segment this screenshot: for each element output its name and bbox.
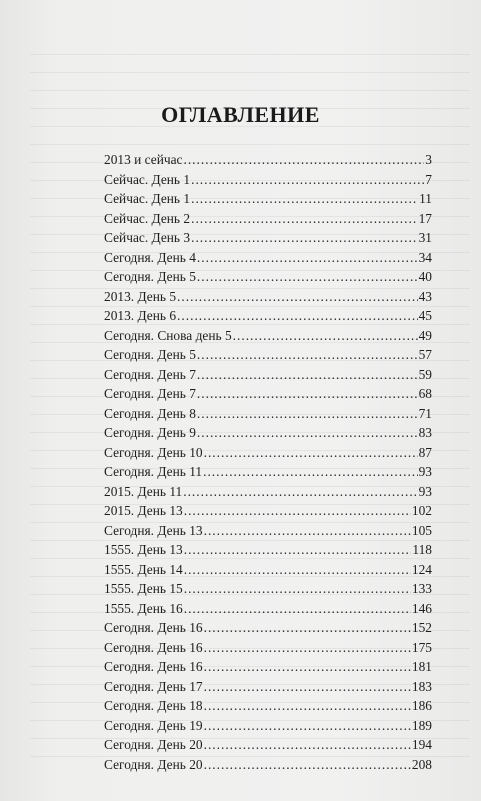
toc-entry-page-number: 87 (418, 444, 432, 460)
toc-entry (104, 659, 432, 679)
toc-dot-leader (191, 230, 418, 246)
toc-entry-title: Сегодня. День 16 (104, 639, 203, 655)
toc-dot-leader (204, 640, 411, 656)
toc-entry-title: Сейчас. День 1 (104, 191, 191, 206)
toc-entry (104, 679, 432, 699)
toc-entry-title: Сегодня. День 5 (104, 347, 196, 362)
toc-entry-title: Сегодня. День 5 (104, 269, 196, 284)
toc-dot-leader (204, 620, 411, 636)
toc-entry-page-number: 45 (418, 308, 432, 323)
toc-entry (104, 289, 432, 309)
toc-entry-page-number: 71 (418, 405, 432, 421)
toc-entry-title: Сегодня. День 8 (104, 405, 196, 421)
toc-dot-leader (197, 347, 418, 363)
toc-entry-title: Сегодня. День 13 (104, 522, 203, 538)
toc-dot-leader (197, 250, 418, 266)
toc-entry-title: Сейчас. День 3 (104, 230, 191, 245)
toc-dot-leader (204, 445, 418, 461)
toc-entry (104, 172, 432, 192)
toc-entry (104, 191, 432, 211)
toc-entry-page-number: 34 (418, 249, 432, 265)
toc-entry-page-number: 133 (411, 581, 432, 596)
toc-entry-page-number: 59 (418, 366, 432, 382)
toc-entry (104, 542, 432, 562)
toc-entry (104, 308, 432, 328)
toc-entry (104, 250, 432, 270)
toc-entry (104, 718, 432, 738)
toc-entry-page-number: 124 (411, 561, 432, 577)
toc-entry-title: Сегодня. День 10 (104, 444, 203, 460)
toc-entry (104, 211, 432, 231)
toc-entry-title: Сегодня. День 18 (104, 698, 203, 713)
toc-entry-page-number: 146 (411, 600, 432, 616)
toc-entry (104, 484, 432, 504)
toc-entry-page-number: 31 (418, 230, 432, 245)
toc-entry-page-number: 186 (411, 698, 432, 713)
toc-entry-page-number: 49 (418, 327, 432, 343)
toc-dot-leader (183, 484, 417, 500)
toc-entry (104, 230, 432, 250)
toc-entry (104, 328, 432, 348)
toc-dot-leader (191, 191, 418, 207)
toc-entry (104, 386, 432, 406)
toc-entry-page-number: 175 (411, 639, 432, 655)
toc-entry (104, 425, 432, 445)
toc-entry-title: 2013. День 6 (104, 308, 177, 323)
toc-entry-title: 1555. День 15 (104, 581, 183, 596)
toc-entry-title: 1555. День 14 (104, 561, 183, 577)
toc-entry-page-number: 181 (411, 659, 432, 674)
toc-entry-page-number: 3 (425, 152, 432, 167)
toc-entry (104, 503, 432, 523)
toc-entry (104, 620, 432, 640)
toc-entry-page-number: 152 (411, 620, 432, 635)
toc-entry-page-number: 102 (411, 503, 432, 518)
toc-dot-leader (204, 757, 411, 773)
toc-entry (104, 562, 432, 582)
toc-entry (104, 698, 432, 718)
toc-entry-title: Сегодня. День 16 (104, 659, 203, 674)
toc-entry-title: Сегодня. День 7 (104, 386, 196, 401)
toc-entry-page-number: 183 (411, 678, 432, 694)
toc-entry-title: Сейчас. День 2 (104, 210, 191, 226)
toc-entry-title: Сегодня. Снова день 5 (104, 327, 232, 343)
toc-entry (104, 406, 432, 426)
toc-entry-title: Сегодня. День 7 (104, 366, 196, 382)
toc-dot-leader (191, 172, 424, 188)
toc-entry-page-number: 118 (412, 542, 432, 557)
toc-dot-leader (184, 503, 411, 519)
page-title: ОГЛАВЛЕНИЕ (161, 102, 320, 127)
toc-entry-page-number: 11 (419, 191, 432, 206)
toc-entry-page-number: 93 (418, 483, 432, 499)
toc-entry-page-number: 93 (418, 464, 432, 479)
toc-entry-title: 2013. День 5 (104, 288, 177, 304)
toc-dot-leader (233, 328, 418, 344)
toc-dot-leader (204, 698, 411, 714)
toc-entry-page-number: 194 (411, 737, 432, 752)
toc-entry-title: Сегодня. День 17 (104, 678, 203, 694)
toc-dot-leader (197, 406, 418, 422)
toc-entry-title: Сегодня. День 11 (104, 464, 203, 479)
toc-dot-leader (184, 601, 411, 617)
toc-entry-page-number: 43 (418, 288, 432, 304)
toc-entry (104, 581, 432, 601)
toc-entry (104, 464, 432, 484)
toc-entry-page-number: 105 (411, 522, 432, 538)
toc-entry (104, 640, 432, 660)
toc-entry-title: Сегодня. День 19 (104, 717, 203, 733)
toc-entry (104, 601, 432, 621)
toc-entry (104, 757, 432, 777)
toc-entry-page-number: 17 (418, 210, 432, 226)
toc-entry-title: Сегодня. День 16 (104, 620, 203, 635)
toc-dot-leader (184, 542, 412, 558)
toc-dot-leader (197, 269, 418, 285)
toc-entry-page-number: 7 (425, 171, 432, 187)
toc-dot-leader (204, 659, 411, 675)
toc-entry-title: Сегодня. День 20 (104, 737, 203, 752)
toc-entry-title: Сегодня. День 4 (104, 249, 196, 265)
toc-entry (104, 269, 432, 289)
toc-entry-title: 1555. День 13 (104, 542, 183, 557)
toc-dot-leader (191, 211, 418, 227)
toc-entry-title: 1555. День 16 (104, 600, 183, 616)
table-of-contents (104, 152, 432, 776)
toc-entry-page-number: 40 (418, 269, 432, 284)
toc-entry (104, 737, 432, 757)
toc-dot-leader (204, 523, 411, 539)
toc-entry (104, 523, 432, 543)
toc-dot-leader (184, 581, 411, 597)
toc-dot-leader (204, 737, 411, 753)
toc-entry-title: Сегодня. День 20 (104, 756, 203, 772)
toc-entry (104, 445, 432, 465)
toc-dot-leader (184, 562, 411, 578)
toc-entry (104, 367, 432, 387)
toc-dot-leader (197, 425, 418, 441)
toc-entry-page-number: 189 (411, 717, 432, 733)
toc-entry-title: Сегодня. День 9 (104, 425, 196, 440)
toc-entry-page-number: 57 (418, 347, 432, 362)
toc-entry-title: Сейчас. День 1 (104, 171, 191, 187)
toc-dot-leader (183, 152, 424, 168)
toc-entry-title: 2015. День 13 (104, 503, 183, 518)
toc-entry-title: 2015. День 11 (104, 483, 183, 499)
toc-entry-title: 2013 и сейчас (104, 152, 183, 167)
toc-dot-leader (204, 679, 411, 695)
toc-dot-leader (197, 367, 418, 383)
toc-entry-page-number: 83 (418, 425, 432, 440)
toc-dot-leader (197, 386, 418, 402)
toc-entry (104, 347, 432, 367)
toc-dot-leader (177, 289, 418, 305)
toc-entry (104, 152, 432, 172)
toc-dot-leader (177, 308, 418, 324)
toc-dot-leader (203, 464, 418, 480)
toc-entry-page-number: 208 (411, 756, 432, 772)
toc-entry-page-number: 68 (418, 386, 432, 401)
toc-dot-leader (204, 718, 411, 734)
